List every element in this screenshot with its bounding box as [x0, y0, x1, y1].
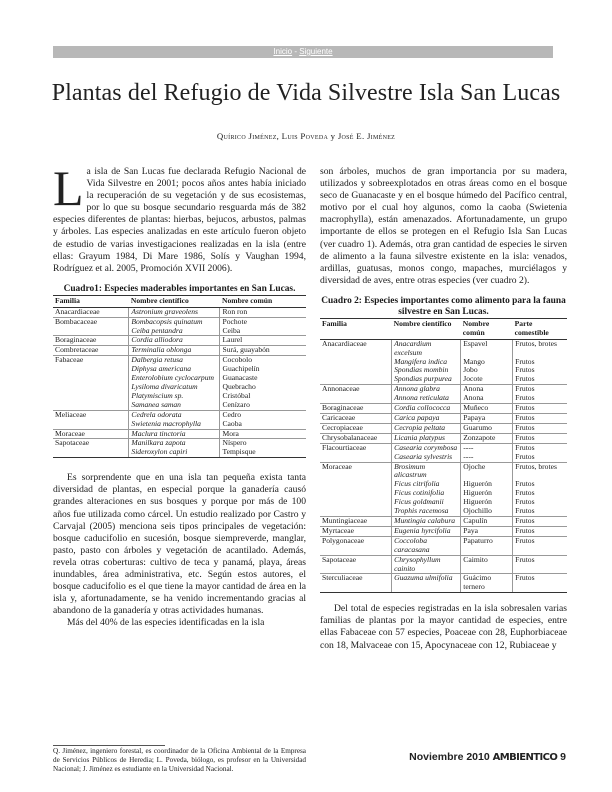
table2-familia-cell: Boraginaceae [320, 404, 392, 414]
table2-row [320, 404, 567, 414]
table1-cientifico-cell: Lysiloma divaricatum [129, 383, 220, 392]
table1-comun-cell: Laurel [220, 336, 306, 346]
table1-cientifico-cell: Bombacopsis quinatum [129, 317, 220, 326]
table2-familia-cell: Polygonaceae [320, 536, 392, 555]
table1-comun-cell: Cedro [220, 410, 306, 419]
table1 [53, 295, 306, 458]
left-column [53, 160, 306, 629]
table2-parte-cell: Frutos [513, 526, 567, 536]
table2-parte-cell: Frutos [513, 574, 567, 593]
table2-comun-cell: Guácimo ternero [461, 574, 513, 593]
table2 [320, 318, 567, 593]
paragraph-intro-text: a isla de San Lucas fue declarada Refugio Nacional de Vida Silvestre en 2001; pocos años antes había iniciado la recuperación de su vegetación y de sus ecosistemas, por lo que su bosque secundario resguarda más de 382 especies diferentes de plantas: hierbas, bejucos, arbustos, palmas y árboles. Las especies analizadas en este artículo fueron objeto de estudio de varias investigaciones realizadas en la isla (entre ellas: Grayum 1984, Di Mare 1986, Solís y Vaughan 1994, Rodríguez et al. 2005, Promoción XVII 2006). [53, 166, 306, 274]
table2-parte-cell: Frutos [513, 404, 567, 414]
table2-block [320, 296, 567, 593]
nav-separator: - [292, 47, 300, 56]
table1-comun-cell: Ceiba [220, 327, 306, 336]
table1-row [53, 429, 306, 439]
table2-comun-cell: Higuerón [461, 489, 513, 498]
table2-cientifico-cell: Ficus goldmanii [392, 498, 461, 507]
page-number: 9 [560, 751, 566, 763]
table1-familia-cell [53, 420, 129, 429]
table1-comun-cell: Surá, guayabón [220, 346, 306, 356]
table2-cientifico-cell: Ficus citrifolia [392, 480, 461, 489]
table1-familia-cell [53, 374, 129, 383]
paragraph-families: Del total de especies registradas en la isla sobresalen varias familias de plantas por la mayor cantidad de especies, entre ellas Fabaceae con 57 especies, Poaceae con 28, Euphorbiaceae con 18, Malvaceae con 15, Apocynaceae con 12, Rubiaceae y [320, 603, 567, 651]
table2-header-parte: Parte comestible [513, 318, 567, 339]
table2-cientifico-cell: Spondias mombin [392, 366, 461, 375]
table2-familia-cell: Moraceae [320, 462, 392, 480]
table2-familia-cell: Cecropiaceae [320, 423, 392, 433]
author-3: José E. Jiménez [337, 131, 396, 141]
table2-comun-cell: Capulín [461, 516, 513, 526]
table2-comun-cell: ---- [461, 453, 513, 462]
table1-comun-cell: Quebracho [220, 383, 306, 392]
table2-cientifico-cell: Ficus cotinifolia [392, 489, 461, 498]
table2-cientifico-cell: Cecropia peltata [392, 423, 461, 433]
table2-comun-cell: ---- [461, 443, 513, 452]
table1-familia-cell: Boraginaceae [53, 336, 129, 346]
table2-comun-cell: Anona [461, 385, 513, 394]
table1-cientifico-cell: Maclura tinctoria [129, 429, 220, 439]
table2-row [320, 462, 567, 480]
table2-familia-cell [320, 480, 392, 489]
table2-parte-cell: Frutos [513, 498, 567, 507]
table2-cientifico-cell: Cordia collococca [392, 404, 461, 414]
table2-cientifico-cell: Guazuma ulmifolia [392, 574, 461, 593]
table1-familia-cell [53, 448, 129, 457]
table1-cientifico-cell: Cordia alliodora [129, 336, 220, 346]
table2-familia-cell [320, 358, 392, 367]
table1-familia-cell: Moraceae [53, 429, 129, 439]
table2-parte-cell: Frutos [513, 507, 567, 516]
table2-cientifico-cell: Eugenia hyrcifolia [392, 526, 461, 536]
table1-familia-cell [53, 392, 129, 401]
table2-row [320, 526, 567, 536]
paragraph-intro [53, 160, 306, 275]
table2-familia-cell: Sterculiaceae [320, 574, 392, 593]
page-footer [409, 751, 566, 763]
table1-cientifico-cell: Astronium graveolens [129, 307, 220, 317]
table2-parte-cell: Frutos [513, 443, 567, 452]
table2-comun-cell: Papaya [461, 414, 513, 424]
table2-parte-cell: Frutos [513, 394, 567, 403]
table2-comun-cell: Ojoche [461, 462, 513, 480]
table2-cientifico-cell: Mangifera indica [392, 358, 461, 367]
article-title: Plantas del Refugio de Vida Silvestre Isla San Lucas [51, 80, 561, 106]
table1-row [53, 307, 306, 317]
table2-comun-cell: Jobo [461, 366, 513, 375]
article-authors [0, 131, 612, 141]
table1-cientifico-cell: Dalbergia retusa [129, 356, 220, 365]
table2-cientifico-cell: Anacardium excelsum [392, 339, 461, 357]
table1-cientifico-cell: Swietenia macrophylla [129, 420, 220, 429]
table2-comun-cell: Ojochillo [461, 507, 513, 516]
table2-cientifico-cell: Casearia corymbosa [392, 443, 461, 452]
table2-familia-cell: Sapotaceae [320, 555, 392, 574]
table1-comun-cell: Caoba [220, 420, 306, 429]
table2-familia-cell: Caricaceae [320, 414, 392, 424]
table2-cientifico-cell: Muntingia calabura [392, 516, 461, 526]
table2-row [320, 574, 567, 593]
table1-familia-cell: Meliaceae [53, 410, 129, 419]
table1-familia-cell: Fabaceae [53, 356, 129, 365]
table1-header-row [53, 295, 306, 307]
table1-cientifico-cell: Diphysa americana [129, 365, 220, 374]
table2-cientifico-cell: Coccoloba caracasana [392, 536, 461, 555]
table2-familia-cell: Annonaceae [320, 385, 392, 394]
table1-familia-cell [53, 365, 129, 374]
table1-familia-cell: Anacardiaceae [55, 306, 100, 316]
paragraph-percent: Más del 40% de las especies identificadas en la isla [67, 617, 265, 629]
table2-familia-cell: Myrtaceae [320, 526, 392, 536]
table2-header-familia: Familia [320, 318, 392, 339]
table2-familia-cell: Flacourtiaceae [320, 443, 392, 452]
table2-parte-cell: Frutos [513, 375, 567, 384]
table2-row [320, 453, 567, 462]
footnote-rule [53, 745, 165, 746]
table2-comun-cell: Muñeco [461, 404, 513, 414]
table1-cientifico-cell: Ceiba pentandra [129, 327, 220, 336]
author-separator: y [328, 131, 338, 141]
top-navigation-bar [53, 46, 553, 58]
table2-cientifico-cell: Annona glabra [392, 385, 461, 394]
table2-familia-cell: Muntingiaceae [320, 516, 392, 526]
table2-familia-cell [320, 366, 392, 375]
table2-cientifico-cell: Spondias purpurea [392, 375, 461, 384]
table2-header-row [320, 318, 567, 339]
author-2: Luis Poveda [281, 131, 329, 141]
table2-comun-cell: Zonzapote [461, 433, 513, 443]
table2-familia-cell [320, 498, 392, 507]
table2-cientifico-cell: Brosimum alicastrum [392, 462, 461, 480]
table1-comun-cell: Guachipelín [220, 365, 306, 374]
table1-cientifico-cell: Terminalia oblonga [129, 346, 220, 356]
table2-parte-cell: Frutos [513, 480, 567, 489]
table1-comun-cell: Pochote [220, 317, 306, 326]
table2-familia-cell [320, 489, 392, 498]
link-inicio[interactable]: Inicio [273, 47, 293, 56]
table2-comun-cell: Paya [461, 526, 513, 536]
table2-header-comun: Nombre común [461, 318, 513, 339]
table1-comun-cell: Cenízaro [220, 401, 306, 410]
table2-cientifico-cell: Casearia sylvestris [392, 453, 461, 462]
drop-cap: L [53, 160, 84, 216]
table1-familia-cell [53, 401, 129, 410]
table2-comun-cell: Anona [461, 394, 513, 403]
table2-parte-cell: Frutos [513, 366, 567, 375]
magazine-logo: AMBIENTICO [492, 752, 558, 763]
table1-cientifico-cell: Sideroxylon capiri [129, 448, 220, 457]
table1-comun-cell: Ron ron [220, 307, 306, 317]
table2-row [320, 536, 567, 555]
link-siguiente[interactable]: Siguiente [299, 47, 333, 56]
table1-row [53, 346, 306, 356]
paragraph-importance: son árboles, muchos de gran importancia por su madera, utilizados y sobreexplotados en otras áreas como en el bosque seco de Guanacaste y en el bosque húmedo del Pacífico central, motivo por el cual hoy algunos, como la caoba (Swietenia macrophylla), están amenazados. Afortunadamente, un grupo importante de ellos se protegen en el Refugio Isla San Lucas (ver cuadro 1). Además, otra gran cantidad de especies le sirven de alimento a la fauna silvestre existente en la isla: venados, ardillas, guatusas, monos congo, mapaches, murciélagos y diversidad de aves, entre otras especies (ver cuadro 2). [320, 166, 567, 286]
table2-cientifico-cell: Chrysophyllum cainito [392, 555, 461, 574]
table1-row [53, 401, 306, 410]
author-1: Quírico Jiménez, [216, 131, 282, 141]
table1-row [53, 420, 306, 429]
table2-row [320, 516, 567, 526]
table2-cientifico-cell: Trophis racemosa [392, 507, 461, 516]
table2-comun-cell: Espavel [461, 339, 513, 357]
table2-parte-cell: Frutos, brotes [513, 462, 567, 480]
table1-comun-cell: Cristóbal [220, 392, 306, 401]
table2-parte-cell: Frutos [513, 453, 567, 462]
table2-parte-cell: Frutos [513, 358, 567, 367]
table2-parte-cell: Frutos [513, 489, 567, 498]
table2-row [320, 414, 567, 424]
table2-parte-cell: Frutos [513, 516, 567, 526]
right-column [320, 166, 567, 652]
table2-familia-cell: Anacardiaceae [322, 338, 367, 348]
table1-comun-cell: Cocobolo [220, 356, 306, 365]
table2-body [320, 339, 567, 592]
table1-body [53, 307, 306, 458]
table2-familia-cell: Chrysobalanaceae [320, 433, 392, 443]
table2-row [320, 423, 567, 433]
table2-caption: Cuadro 2: Especies importantes como alimento para la fauna silvestre en San Lucas. [321, 295, 566, 317]
table1-block [53, 284, 306, 458]
table1-header-comun: Nombre común [220, 295, 306, 307]
table1-comun-cell: Tempisque [220, 448, 306, 457]
table1-header-familia: Familia [53, 295, 129, 307]
table1-caption: Cuadro1: Especies maderables importantes en San Lucas. [63, 283, 296, 294]
table2-parte-cell: Frutos [513, 433, 567, 443]
table1-familia-cell: Combretaceae [53, 346, 129, 356]
table1-row [53, 336, 306, 346]
table1-cientifico-cell: Cedrela odorata [129, 410, 220, 419]
table2-cientifico-cell: Licania platypus [392, 433, 461, 443]
table1-row [53, 448, 306, 457]
table2-row [320, 339, 567, 357]
paragraph-diversity: Es sorprendente que en una isla tan pequeña exista tanta diversidad de plantas, en especial porque la ganadería causó grandes alteraciones en sus bosques y porque por más de 100 años fue utilizada como cárcel. Un estudio realizado por Castro y Carvajal (2005) menciona seis tipos principales de vegetación: bosque caducifolio en sucesión, bosque siempreverde, manglar, pasto, pasto con árboles y vegetación de acantilado. Además, revela otras coberturas: cultivo de teca y panamá, playa, áreas inundables, área administrativa, etc. Según estos autores, el bosque caducifolio es el que tiene la mayor cantidad de área en la isla y, afortunadamente, se ha venido incrementando gracias al abandono de la ganadería y otras actividades humanas. [53, 472, 306, 617]
table2-parte-cell: Frutos [513, 536, 567, 555]
table1-familia-cell: Bombacaceae [53, 317, 129, 326]
table2-parte-cell: Frutos [513, 385, 567, 394]
table2-cientifico-cell: Annona reticulata [392, 394, 461, 403]
author-footnote: Q. Jiménez, ingeniero forestal, es coordinador de la Oficina Ambiental de la Empresa de Servicios Públicos de Heredia; L. Poveda, biólogo, es profesor en la Universidad Nacional; J. Jiménez es estudiante en la Universidad Nacional. [53, 747, 306, 774]
table1-familia-cell: Sapotaceae [53, 439, 129, 448]
table2-parte-cell: Frutos [513, 414, 567, 424]
table1-cientifico-cell: Manilkara zapota [129, 439, 220, 448]
table2-row [320, 433, 567, 443]
table2-cientifico-cell: Carica papaya [392, 414, 461, 424]
table2-comun-cell: Guarumo [461, 423, 513, 433]
table1-cientifico-cell: Enterolobium cyclocarpum [129, 374, 220, 383]
table2-comun-cell: Mango [461, 358, 513, 367]
table2-comun-cell: Jocote [461, 375, 513, 384]
table2-parte-cell: Frutos [513, 555, 567, 574]
table2-parte-cell: Frutos, brotes [513, 339, 567, 357]
table2-comun-cell: Higuerón [461, 480, 513, 489]
table1-cientifico-cell: Platymiscium sp. [129, 392, 220, 401]
table1-familia-cell [53, 383, 129, 392]
table2-parte-cell: Frutos [513, 423, 567, 433]
table1-cientifico-cell: Samanea saman [129, 401, 220, 410]
table2-header-cientifico: Nombre científico [392, 318, 461, 339]
table1-comun-cell: Guanacaste [220, 374, 306, 383]
table1-comun-cell: Mora [220, 429, 306, 439]
table2-familia-cell [320, 453, 392, 462]
table2-comun-cell: Papaturro [461, 536, 513, 555]
table2-row [320, 555, 567, 574]
table2-comun-cell: Caimito [461, 555, 513, 574]
issue-date: Noviembre 2010 [409, 751, 490, 763]
table1-comun-cell: Níspero [220, 439, 306, 448]
table1-header-cientifico: Nombre científico [129, 295, 220, 307]
table2-comun-cell: Higuerón [461, 498, 513, 507]
